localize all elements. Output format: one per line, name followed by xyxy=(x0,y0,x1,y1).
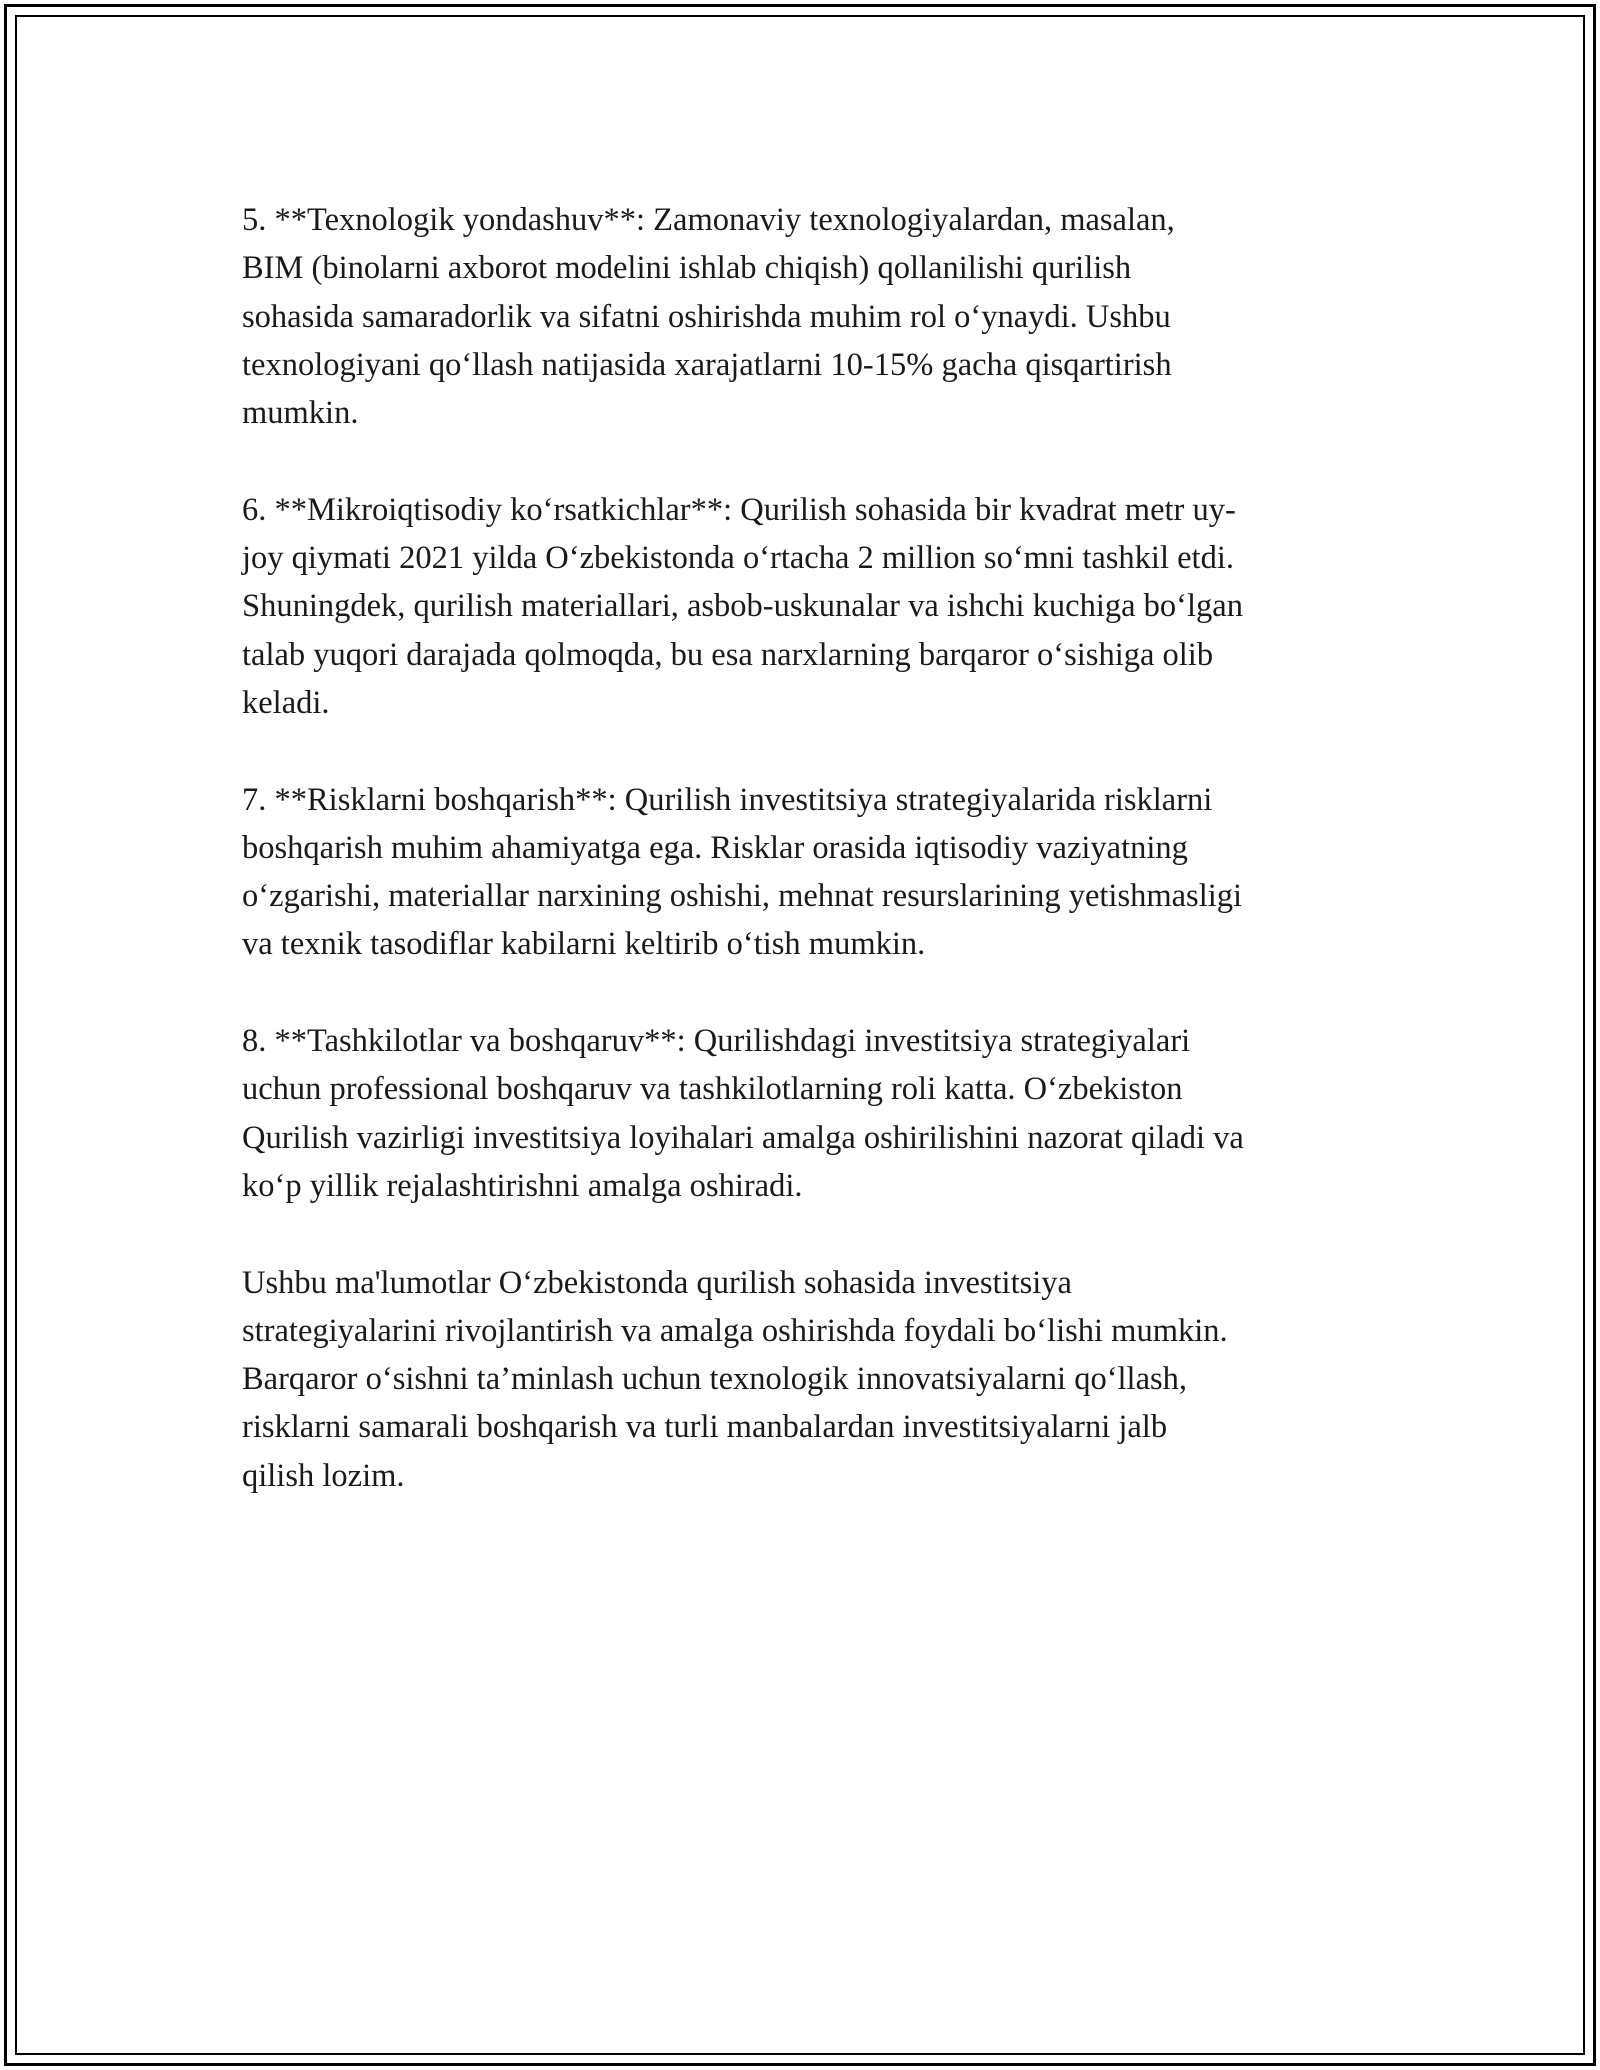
text-line: Barqaror o‘sishni ta’minlash uchun texnologik innovatsiyalarni qo‘llash, xyxy=(242,1361,1188,1398)
text-line: ko‘p yillik rejalashtirishni amalga oshiradi. xyxy=(242,1167,803,1204)
page-frame xyxy=(4,4,1596,2066)
text-line: mumkin. xyxy=(242,395,359,432)
text-line: 5. **Texnologik yondashuv**: Zamonaviy texnologiyalardan, masalan, xyxy=(242,202,1175,238)
paragraph-conclusion xyxy=(242,1259,1387,1500)
text-line: sohasida samaradorlik va sifatni oshirishda muhim rol o‘ynaydi. Ushbu xyxy=(242,298,1171,335)
text-line: 7. **Risklarni boshqarish**: Qurilish investitsiya strategiyalarida risklarni xyxy=(242,781,1213,818)
text-line: talab yuqori darajada qolmoqda, bu esa narxlarning barqaror o‘sishiga olib xyxy=(242,636,1214,673)
text-line: keladi. xyxy=(242,684,330,721)
text-line: Ushbu ma'lumotlar O‘zbekistonda qurilish sohasida investitsiya xyxy=(242,1264,1072,1301)
text-line: va texnik tasodiflar kabilarni keltirib o‘tish mumkin. xyxy=(242,926,926,963)
text-line: 6. **Mikroiqtisodiy ko‘rsatkichlar**: Qurilish sohasida bir kvadrat metr uy- xyxy=(242,491,1236,528)
text-line: risklarni samarali boshqarish va turli manbalardan investitsiyalarni jalb xyxy=(242,1409,1168,1446)
text-line: qilish lozim. xyxy=(242,1457,405,1494)
text-line: boshqarish muhim ahamiyatga ega. Risklar orasida iqtisodiy vaziyatning xyxy=(242,829,1188,866)
text-line: o‘zgarishi, materiallar narxining oshishi, mehnat resurslarining yetishmasligi xyxy=(242,878,1243,915)
text-line: uchun professional boshqaruv va tashkilotlarning roli katta. O‘zbekiston xyxy=(242,1071,1183,1108)
paragraph-organizations-management xyxy=(242,1017,1387,1210)
text-line: 8. **Tashkilotlar va boshqaruv**: Qurilishdagi investitsiya strategiyalari xyxy=(242,1023,1191,1060)
paragraph-technological-approach xyxy=(242,196,1387,437)
text-line: Qurilish vazirligi investitsiya loyihalari amalga oshirilishini nazorat qiladi va xyxy=(242,1119,1244,1156)
paragraph-microeconomic-indicators xyxy=(242,486,1387,727)
text-line: Shuningdek, qurilish materiallari, asbob-uskunalar va ishchi kuchiga bo‘lgan xyxy=(242,588,1243,625)
text-line: texnologiyani qo‘llash natijasida xarajatlarni 10-15% gacha qisqartirish xyxy=(242,346,1172,383)
paragraph-risk-management xyxy=(242,776,1387,969)
text-line: strategiyalarini rivojlantirish va amalga oshirishda foydali bo‘lishi mumkin. xyxy=(242,1312,1228,1349)
document-body xyxy=(242,196,1387,1548)
text-line: BIM (binolarni axborot modelini ishlab chiqish) qollanilishi qurilish xyxy=(242,250,1132,287)
text-line: joy qiymati 2021 yilda O‘zbekistonda o‘rtacha 2 million so‘mni tashkil etdi. xyxy=(242,540,1234,577)
